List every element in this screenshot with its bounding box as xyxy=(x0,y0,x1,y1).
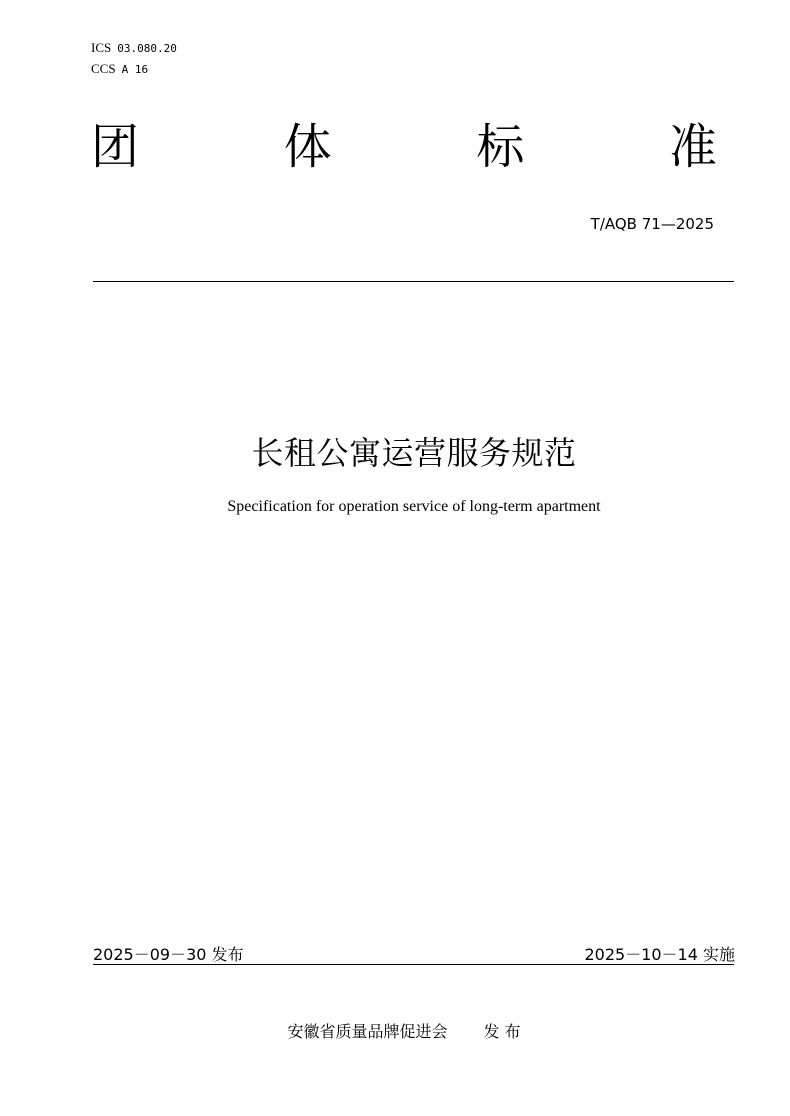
document-type-heading xyxy=(91,112,717,182)
issuer-organization: 安徽省质量品牌促进会 xyxy=(287,1022,448,1041)
document-type-char: 团 xyxy=(91,119,140,175)
document-title-chinese: 长租公寓运营服务规范 xyxy=(251,434,577,472)
ccs-label: CCS xyxy=(91,61,116,76)
issuer-line xyxy=(0,1019,790,1042)
issuer-action: 发 布 xyxy=(483,1022,521,1041)
ccs-code xyxy=(91,59,177,80)
bottom-divider xyxy=(93,964,734,965)
ics-label: ICS xyxy=(91,40,112,55)
document-title-english: Specification for operation service of long-term apartment xyxy=(227,498,601,515)
document-type-char: 标 xyxy=(476,119,525,175)
top-divider xyxy=(93,281,734,282)
publication-date: 2025－09－30 发布 xyxy=(93,945,244,964)
effective-date: 2025－10－14 实施 xyxy=(584,945,735,964)
ics-code xyxy=(91,38,177,59)
ccs-value: A 16 xyxy=(121,63,149,76)
standard-number: T/AQB 71—2025 xyxy=(590,215,714,233)
document-type-char: 准 xyxy=(668,119,717,175)
ics-value: 03.080.20 xyxy=(117,42,177,55)
document-type-char: 体 xyxy=(283,119,332,175)
classification-codes xyxy=(91,38,177,80)
